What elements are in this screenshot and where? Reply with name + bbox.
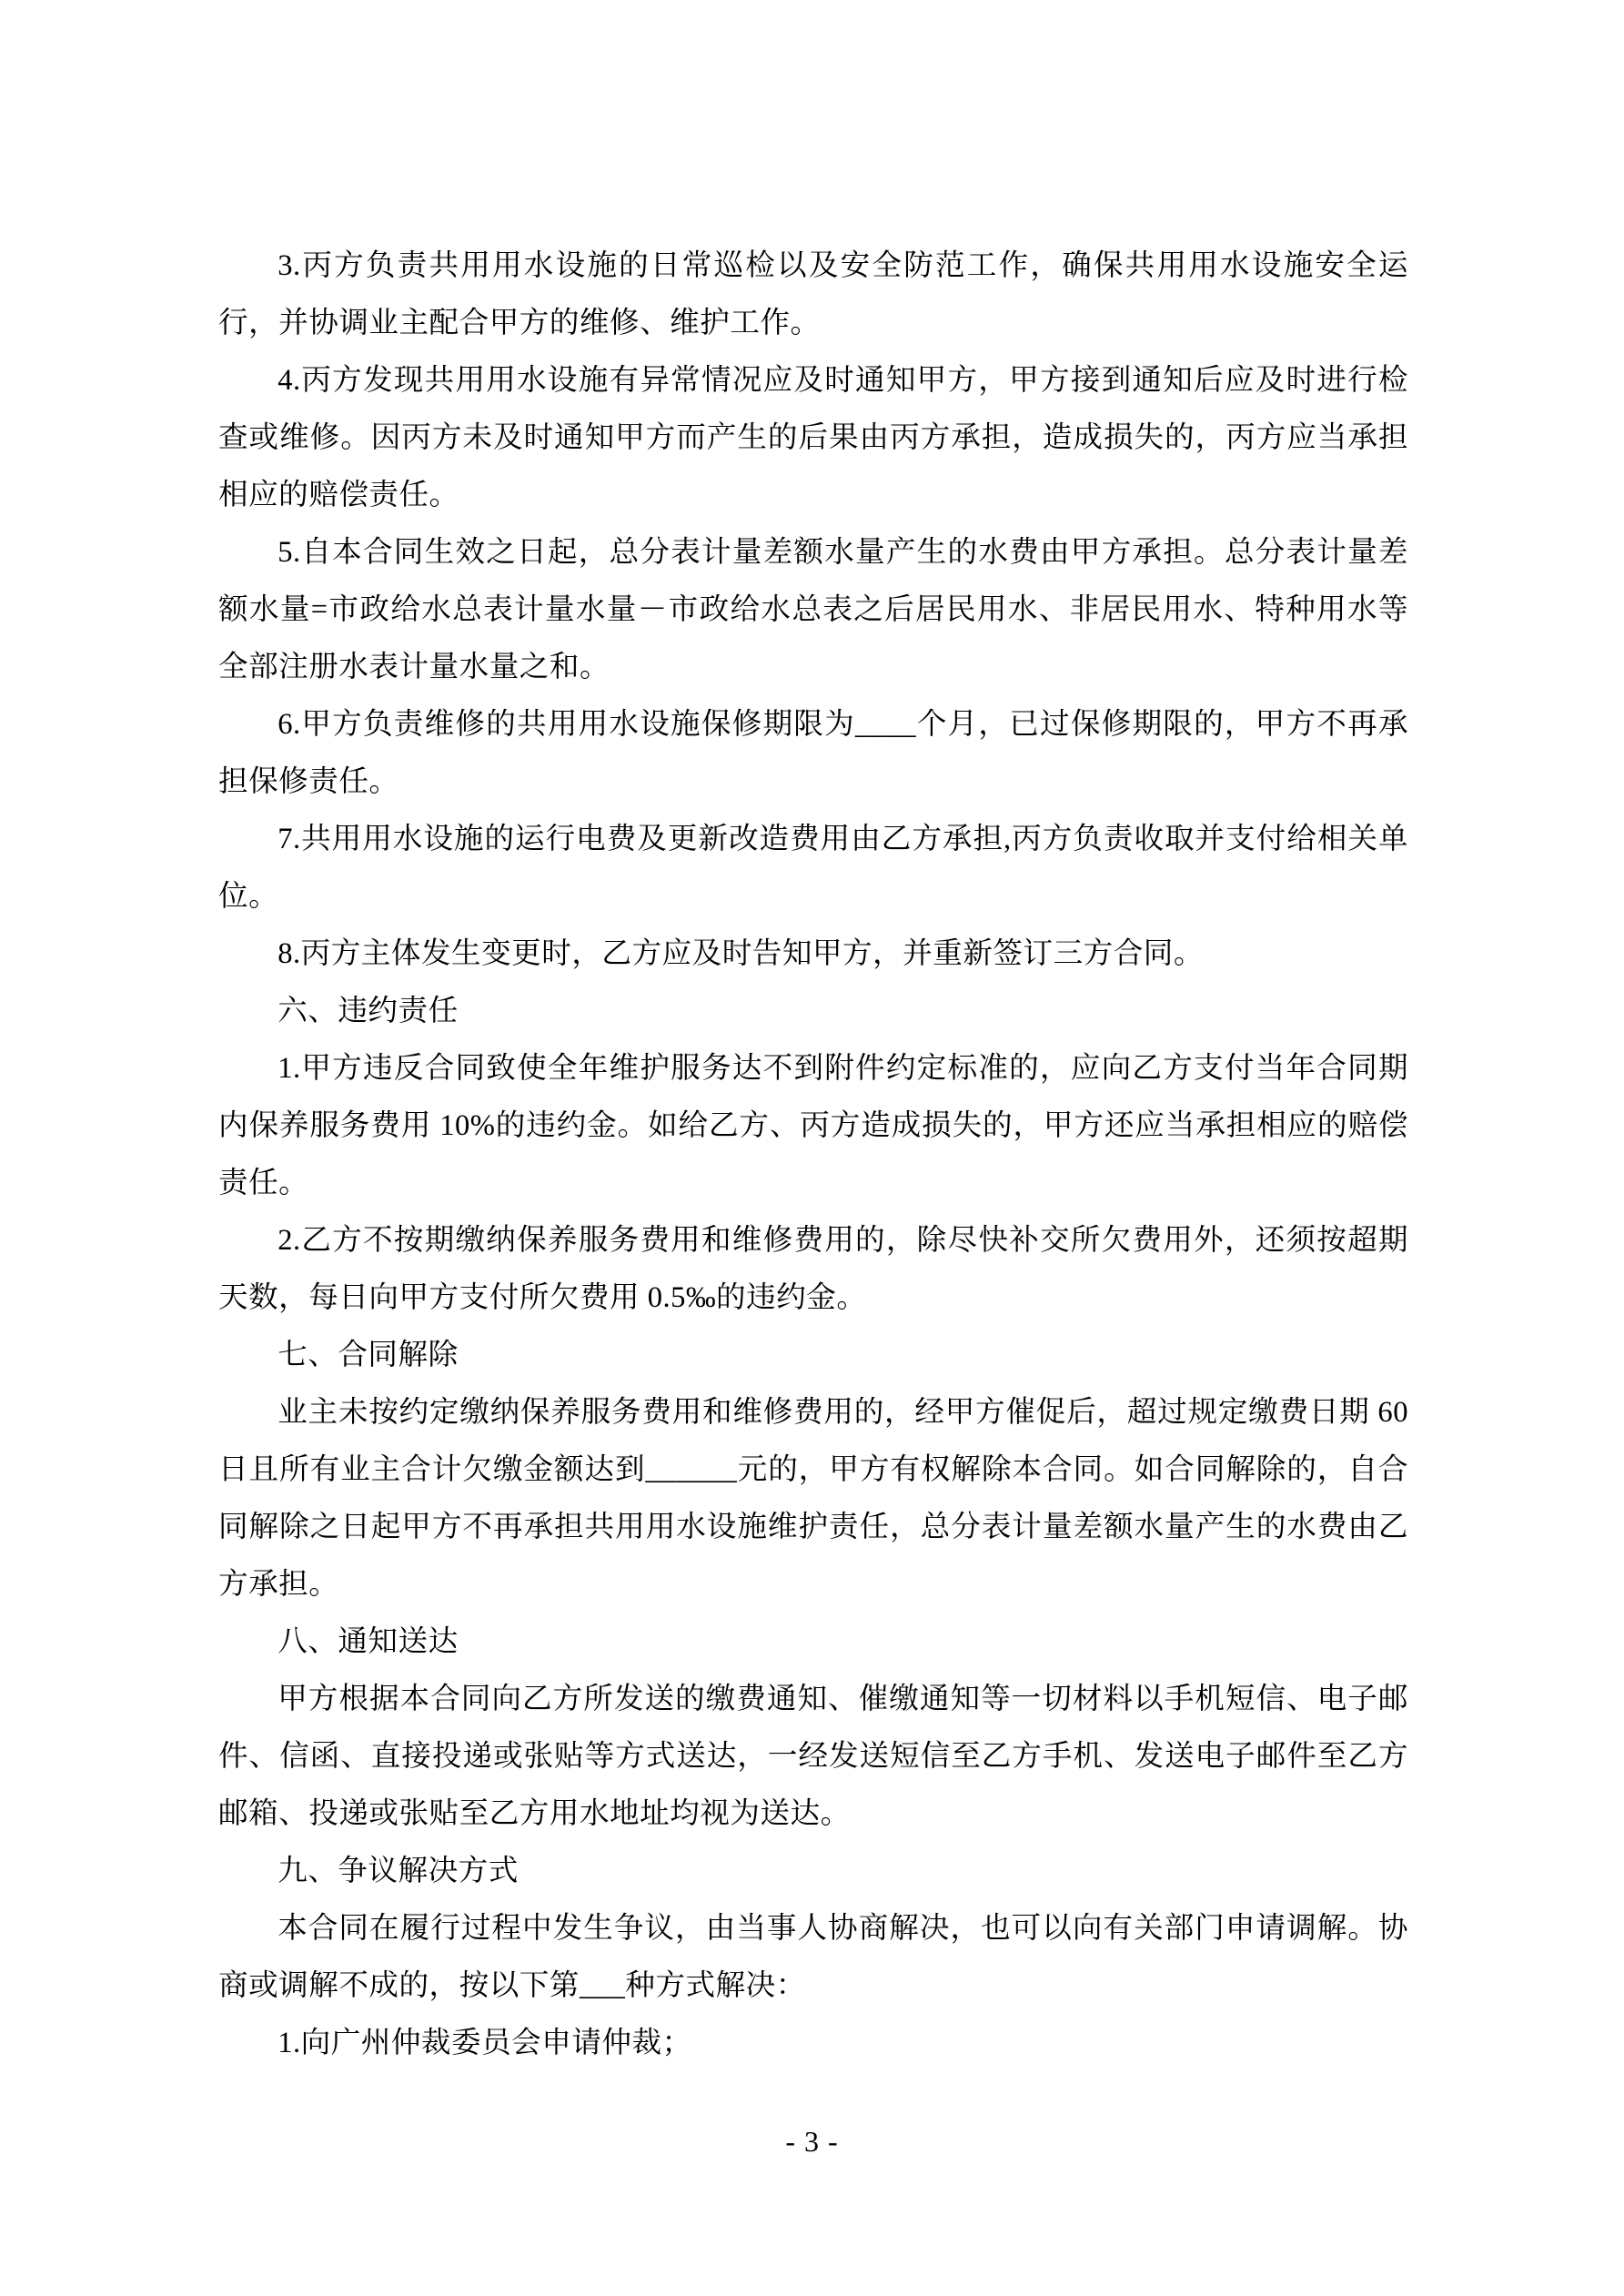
- contract-clause: 5.自本合同生效之日起，总分表计量差额水量产生的水费由甲方承担。总分表计量差额水量=市政给水总表计量水量－市政给水总表之后居民用水、非居民用水、特种用水等全部注册水表计量水量之和。: [218, 536, 1408, 683]
- page-number: - 3 -: [785, 2125, 839, 2158]
- section-heading: 九、争议解决方式: [277, 1855, 519, 1887]
- contract-clause: 2.乙方不按期缴纳保养服务费用和维修费用的，除尽快补交所欠费用外，还须按超期天数，每日向甲方支付所欠费用 0.5‰的违约金。: [218, 1224, 1408, 1314]
- contract-clause: 6.甲方负责维修的共用用水设施保修期限为____个月，已过保修期限的，甲方不再承担保修责任。: [218, 708, 1408, 798]
- contract-clause: 4.丙方发现共用用水设施有异常情况应及时通知甲方，甲方接到通知后应及时进行检查或维修。因丙方未及时通知甲方而产生的后果由丙方承担，造成损失的，丙方应当承担相应的赔偿责任。: [218, 364, 1408, 511]
- contract-clause: 本合同在履行过程中发生争议，由当事人协商解决，也可以向有关部门申请调解。协商或调解不成的，按以下第___种方式解决：: [218, 1912, 1408, 2002]
- section-heading: 八、通知送达: [277, 1625, 459, 1658]
- section-heading: 六、违约责任: [277, 995, 459, 1027]
- contract-clause: 8.丙方主体发生变更时，乙方应及时告知甲方，并重新签订三方合同。: [277, 937, 1204, 970]
- contract-text-block: [218, 238, 1408, 2072]
- contract-clause: 业主未按约定缴纳保养服务费用和维修费用的，经甲方催促后，超过规定缴费日期 60日且所有业主合计欠缴金额达到______元的，甲方有权解除本合同。如合同解除的，自合同解除之日起甲方不再承担共用用水设施维护责任，总分表计量差额水量产生的水费由乙方承担。: [218, 1396, 1408, 1601]
- section-heading: 七、合同解除: [277, 1339, 459, 1371]
- contract-clause: 7.共用用水设施的运行电费及更新改造费用由乙方承担,丙方负责收取并支付给相关单位。: [218, 823, 1408, 913]
- contract-clause: 1.向广州仲裁委员会申请仲裁；: [277, 2027, 692, 2059]
- contract-clause: 3.丙方负责共用用水设施的日常巡检以及安全防范工作，确保共用用水设施安全运行，并协调业主配合甲方的维修、维护工作。: [218, 249, 1408, 339]
- contract-clause: 甲方根据本合同向乙方所发送的缴费通知、催缴通知等一切材料以手机短信、电子邮件、信函、直接投递或张贴等方式送达，一经发送短信至乙方手机、发送电子邮件至乙方邮箱、投递或张贴至乙方用水地址均视为送达。: [218, 1683, 1408, 1830]
- contract-clause: 1.甲方违反合同致使全年维护服务达不到附件约定标准的，应向乙方支付当年合同期内保养服务费用 10%的违约金。如给乙方、丙方造成损失的，甲方还应当承担相应的赔偿责任。: [218, 1052, 1408, 1199]
